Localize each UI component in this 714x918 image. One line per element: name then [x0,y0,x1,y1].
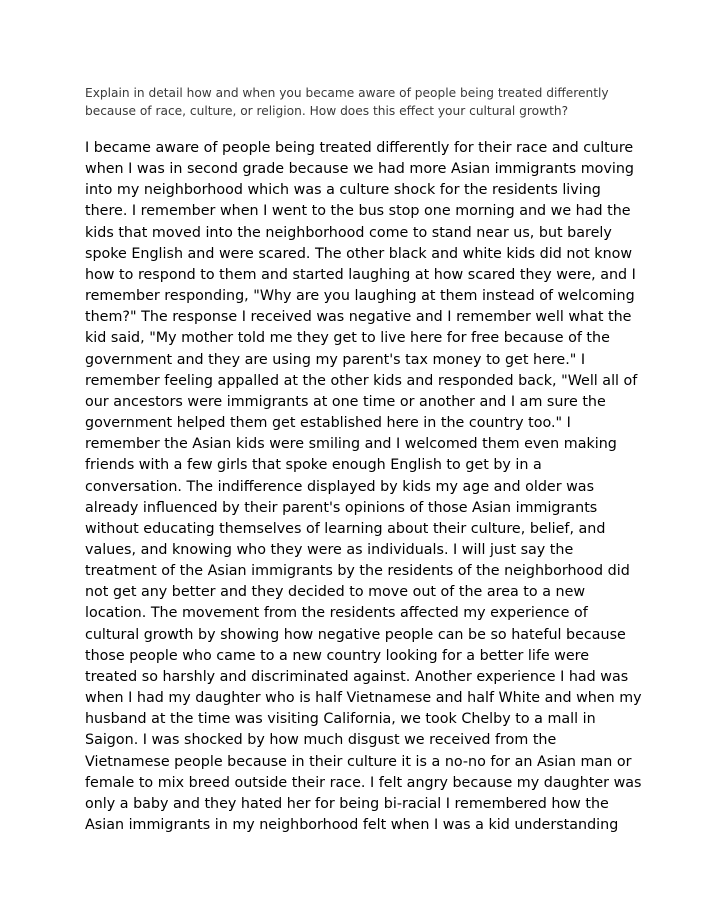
essay-line: Saigon. I was shocked by how much disgust we received from the [85,732,557,749]
essay-line: those people who came to a new country looking for a better life were [85,647,590,664]
essay-line: without educating themselves of learning about their culture, belief, and [85,520,606,537]
essay-line: remember responding, "Why are you laughing at them instead of welcoming [85,288,635,305]
essay-line: treated so harshly and discriminated against. Another experience I had was [85,668,629,685]
essay-line: into my neighborhood which was a culture shock for the residents living [85,182,601,199]
essay-line: I became aware of people being treated differently for their race and culture [85,140,634,156]
essay-line: Asian immigrants in my neighborhood felt when I was a kid understanding [85,817,619,833]
essay-line: when I had my daughter who is half Vietnamese and half White and when my [85,690,642,707]
essay-line: female to mix breed outside their race. I felt angry because my daughter was [85,774,642,791]
essay-line: spoke English and were scared. The other black and white kids did not know [85,245,633,262]
essay-line: Vietnamese people because in their culture it is a no-no for an Asian man or [85,753,632,770]
essay-line: already influenced by their parent's opinions of those Asian immigrants [85,499,598,516]
essay-line: how to respond to them and started laughing at how scared they were, and I [85,266,636,283]
essay-line: only a baby and they hated her for being bi-racial I remembered how the [85,795,609,812]
essay-line: conversation. The indifference displayed by kids my age and older was [85,478,595,495]
essay-line: not get any better and they decided to move out of the area to a new [85,584,586,601]
essay-line: them?" The response I received was negative and I remember well what the [85,309,632,326]
essay-line: government and they are using my parent's tax money to get here." I [85,351,586,368]
essay-line: when I was in second grade because we had more Asian immigrants moving [85,161,634,178]
essay-line: remember feeling appalled at the other kids and responded back, "Well all of [85,372,638,389]
prompt-line: because of race, culture, or religion. How does this effect your cultural growth? [85,104,569,118]
essay-line: our ancestors were immigrants at one time or another and I am sure the [85,393,606,410]
essay-line: husband at the time was visiting California, we took Chelby to a mall in [85,711,596,728]
essay-line: government helped them get established here in the country too." I [85,415,571,432]
essay-body [85,138,645,836]
essay-prompt [85,84,645,120]
essay-line: kids that moved into the neighborhood come to stand near us, but barely [85,224,612,241]
essay-line: remember the Asian kids were smiling and I welcomed them even making [85,436,617,453]
essay-line: there. I remember when I went to the bus stop one morning and we had the [85,203,631,220]
essay-line: kid said, "My mother told me they get to live here for free because of the [85,330,610,347]
essay-line: location. The movement from the residents affected my experience of [85,605,588,622]
essay-line: cultural growth by showing how negative people can be so hateful because [85,626,626,643]
essay-line: friends with a few girls that spoke enough English to get by in a [85,457,542,474]
essay-line: treatment of the Asian immigrants by the residents of the neighborhood did [85,563,630,580]
essay-line: values, and knowing who they were as individuals. I will just say the [85,541,574,558]
prompt-line: Explain in detail how and when you became aware of people being treated differently [85,86,609,100]
